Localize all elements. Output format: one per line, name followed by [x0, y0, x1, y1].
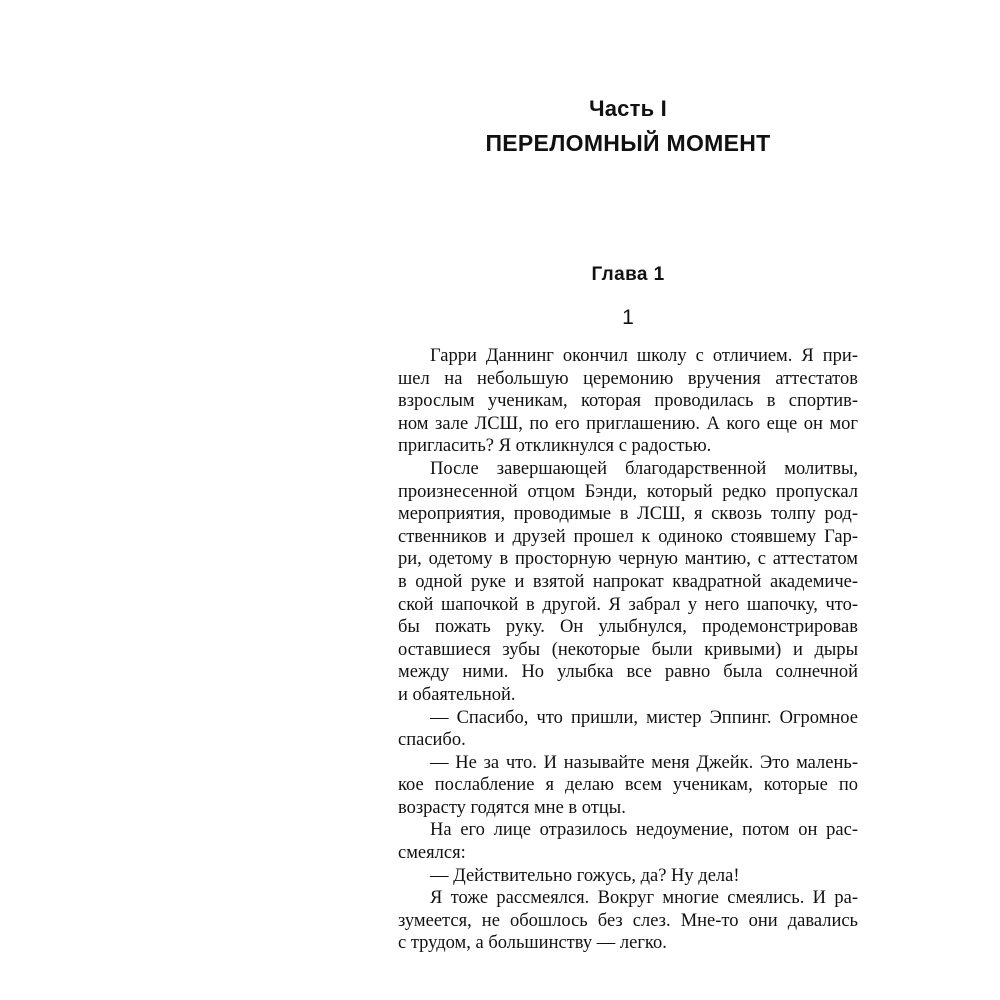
text-line: ской шапочкой в другой. Я забрал у него шапочку, что-	[398, 594, 858, 615]
text-line: Я тоже рассмеялся. Вокруг многие смеялись. И ра-	[430, 888, 858, 909]
text-line: ственников и друзей прошел к одиноко стоявшему Гар-	[398, 526, 858, 547]
text-line: мероприятия, проводимые в ЛСШ, я сквозь толпу род-	[398, 504, 858, 525]
paragraph	[398, 865, 858, 888]
text-line: между ними. Но улыбка все равно была солнечной	[398, 662, 858, 683]
text-line: произнесенной отцом Бэнди, который редко пропускал	[398, 481, 858, 502]
body-text	[398, 345, 858, 955]
paragraph	[398, 819, 858, 864]
text-line: ном зале ЛСШ, по его приглашению. А кого еще он мог	[398, 413, 858, 434]
part-label: Часть I	[589, 96, 667, 121]
paragraph	[398, 345, 858, 458]
text-line: На его лице отразилось недоумение, потом он рас-	[430, 820, 858, 841]
text-line: После завершающей благодарственной молитвы,	[430, 458, 858, 479]
text-line: зумеется, не обошлось без слез. Мне-то они давались	[398, 910, 858, 931]
text-line: смеялся:	[398, 843, 466, 864]
text-line: — Спасибо, что пришли, мистер Эппинг. Огромное	[430, 707, 858, 728]
text-line: с трудом, а большинству — легко.	[398, 933, 667, 954]
text-line: в одной руке и взятой напрокат квадратной академиче-	[398, 571, 858, 592]
text-line: бы пожать руку. Он улыбнулся, продемонстрировав	[398, 617, 858, 638]
text-line: пригласить? Я откликнулся с радостью.	[398, 436, 712, 457]
text-line: — Действительно гожусь, да? Ну дела!	[430, 865, 740, 886]
chapter-title: Глава 1	[591, 264, 665, 285]
text-line: ри, одетому в просторную черную мантию, с аттестатом	[398, 549, 858, 570]
paragraph	[398, 887, 858, 955]
part-heading	[398, 94, 858, 159]
text-line: спасибо.	[398, 730, 466, 751]
text-line: оставшиеся зубы (некоторые были кривыми) и дыры	[398, 639, 858, 660]
text-line: кое послабление я делаю всем ученикам, которые по	[398, 775, 858, 796]
paragraph	[398, 707, 858, 752]
part-title: ПЕРЕЛОМНЫЙ МОМЕНТ	[485, 130, 771, 156]
text-line: Гарри Даннинг окончил школу с отличием. Я при-	[430, 346, 858, 366]
paragraph	[398, 458, 858, 707]
text-line: — Не за что. И называйте меня Джейк. Это малень-	[430, 752, 858, 773]
text-line: возрасту годятся мне в отцы.	[398, 797, 626, 818]
text-line: шел на небольшую церемонию вручения аттестатов	[398, 368, 858, 389]
text-line: взрослым ученикам, которая проводилась в спортив-	[398, 391, 858, 412]
paragraph	[398, 752, 858, 820]
chapter-heading	[398, 262, 858, 332]
section-number: 1	[622, 306, 634, 329]
text-line: и обаятельной.	[398, 684, 516, 705]
